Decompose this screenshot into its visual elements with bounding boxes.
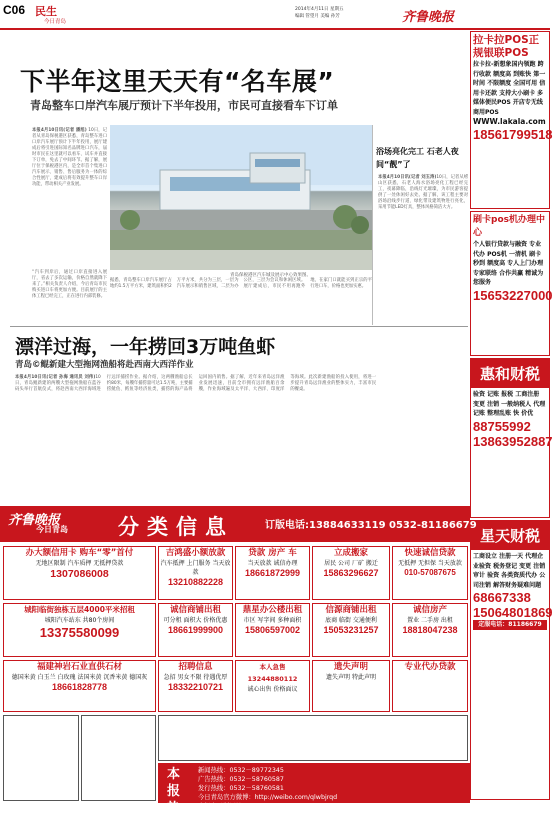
ad-huihe-title: 惠和财税 (471, 359, 549, 388)
side-article-body (378, 175, 468, 325)
classified-ad (3, 660, 156, 712)
classified-ad-text: 急招 男女不限 待遇优厚 (163, 674, 228, 681)
classified-ad-phone: 010-57087675 (404, 568, 456, 577)
section-title: 民生 (35, 5, 57, 18)
classified-ad-title: 贷款 房产 车 (248, 548, 297, 558)
article2-headline: 漂洋过海，一年捞回3万吨鱼虾 (15, 336, 276, 358)
ad-pos-title: 刷卡pos机办理中心 (473, 215, 545, 238)
classified-ad-title: 遗失声明 (333, 662, 368, 672)
classified-ad-phone: 15053231257 (323, 625, 379, 635)
header-editors: 编辑 管望月 美编 孙芳 (295, 14, 340, 19)
classified-ad-text: 当天放款 诚信办理 (247, 560, 298, 567)
classified-ad (392, 546, 468, 600)
ad-pos-body: 个人银行贷款与融资 专业代办 POS机 一清机 刷卡秒到 额度高 专人上门办理 专家联络 合作共赢 精诚为您服务 (473, 241, 544, 286)
classified-ad (3, 546, 156, 600)
ad-lakala (470, 31, 553, 209)
ad-pos-center (470, 211, 553, 356)
classified-ad-phone: 1307086008 (50, 568, 109, 580)
side-article-byline: 本报4月10日讯(记者 刘玉涛) (378, 175, 437, 180)
classified-ad-phone: 15863296627 (323, 568, 379, 578)
footer-weibo-link[interactable]: 今日青岛官方微博：http://weibo.com/qlwbjrqd (198, 794, 338, 801)
ad-xingtian-phone-1: 68667338 (473, 590, 531, 605)
classified-ad (158, 603, 233, 657)
header-date: 2014年4月11日 星期五 (295, 7, 344, 12)
classifieds-logo-sub: 今日青岛 (36, 525, 68, 534)
notice-box (3, 715, 79, 801)
ad-xingtian-line: 定服电话：81186679 (473, 620, 547, 630)
side-article-text: 10日，记者从崂山区获悉，石老人海水浴场亮化工程已经完工，夜幕降临，沿线灯光璀璨，为市民游客提供了一处休闲好去处。据了解，该工程主要对浴场沿线步行道、绿化带及建筑物进行亮化，采用节能LED灯具，整体风格简洁大方。 (378, 175, 468, 210)
lead-body-2: 据悉，青岛整车口岸汽车展厅占地约1.5万平方米，建筑面积约2万平方米，共分为三层，一层为汽车展示和销售区域，二层为办公区，三层为会议和休闲区域。展厅建成后，市民不用再跑外地，在家门口就能买到正宗的平行进口车，价格也更加实惠。 (110, 278, 372, 289)
classified-ad-title: 吉鸿盛小额放款 (165, 548, 226, 558)
footer-lines (198, 766, 337, 811)
footer-website-link[interactable]: 本报电子版网址：http://qingdao.qlwb.com.cn (198, 803, 335, 810)
footer-label: 本报热线 (167, 767, 181, 833)
classified-ad-title: 鼎星办公楼出租 (242, 605, 303, 615)
classified-ad-phone: 18661872999 (244, 568, 301, 578)
lead-body-3: “汽车到岸后，通过口岸直接进入展厅，省去了多次运输，价格自然就降下来了。”相关负责人介绍，今后青岛市民购买进口车将更加方便。目前展厅的主体工程已经完工，正在进行内部装修。 (32, 270, 107, 299)
classifieds-logo: 齐鲁晚报 (8, 513, 61, 528)
ad-pos-phone: 15653227000 (473, 287, 553, 303)
classified-ad-phone: 18661828778 (51, 682, 108, 692)
ad-lakala-web: WWW.lakala.com (473, 117, 546, 126)
classified-ad (158, 660, 233, 712)
classified-ad (235, 546, 310, 600)
lead-photo (110, 125, 372, 270)
classified-ad-text: 遗失声明 特此声明 (326, 674, 376, 681)
classified-ad-title: 招聘信息 (178, 662, 213, 672)
classified-ad-text: 城阳汽车站东 共80个房间 (44, 617, 115, 624)
footer-delivery-hotline: 发行热线：0532－58760581 (198, 785, 284, 792)
article2-text-1: 10日，青岛鲲新建的两艘大型拖网渔船在蓝谷码头举行首航仪式，将赴西南大西洋海域进行远洋捕捞作业。据介绍，这两艘渔船总长约80米，每艘年捕捞量可达1.5万吨，主要捕捞鱿鱼、鳕鱼等经济鱼类，捕捞的海产品将运回国内销售。 (15, 375, 231, 392)
classified-ad-text: 无抵押 无担保 当天放款 (398, 560, 462, 567)
classifieds-hotline: 订版电话:13884633119 0532-81186679 (265, 520, 477, 531)
classified-ad-phone: 18818047238 (402, 625, 458, 635)
classified-ad (3, 603, 156, 657)
classified-ad (235, 603, 310, 657)
lead-body-1: 10日，记者从青岛保税港区获悉，青岛整车进口口岸汽车展厅预计下半年投用，展厅建成后将引进国际知名品牌进口汽车，届时市民在这里就可以看车、试车并直接下订单，免去了中间环节。据了解，展厅位于保税港区内，是全市首个集进口汽车展示、销售、售后服务为一体的综合性展厅，建成后将有效提升整车口岸功能，带动相关产业发展。 (32, 128, 108, 187)
classified-ad-text: 置业 二手房 出租 (407, 617, 453, 624)
classified-ad (312, 546, 390, 600)
article2-body (15, 375, 468, 502)
classified-ad (312, 603, 390, 657)
classified-ad-phone: 13375580099 (39, 625, 120, 640)
expo-building-illustration (110, 125, 372, 270)
classified-ad-text: 居民 公司 厂矿 搬迁 (324, 560, 378, 567)
lead-photo-caption: 青岛保税港区汽车城及展示中心效果图。 (230, 273, 311, 278)
article2-byline: 本报4月10日讯(记者 孙海 通讯员 刘伟) (15, 375, 96, 380)
ad-huihe (470, 358, 553, 518)
ad-lakala-title: 拉卡拉POS正规银联POS (473, 34, 540, 59)
classified-ad-title: 快速诚信贷款 (404, 548, 456, 558)
classified-ad-phone: 13210882228 (167, 577, 224, 587)
lead-subheadline: 青岛整车口岸汽车展厅预计下半年投用，市民可直接看车下订单 (30, 99, 338, 112)
page-header (0, 0, 550, 30)
ad-xingtian-phone-2: 15064801869 (473, 605, 553, 620)
classified-ad-title: 诚信商铺出租 (169, 605, 221, 615)
classified-ad-text: 可分租 面积大 价格优惠 (163, 617, 228, 624)
classified-ad-text: 市区 写字间 多种面积 (243, 617, 302, 624)
classified-ad (158, 546, 233, 600)
notice-box (158, 715, 468, 761)
ad-xingtian-title: 星天财税 (471, 521, 549, 550)
classified-ad-phone: 18661999900 (167, 625, 224, 635)
ad-lakala-body: 拉卡拉-新想象国内领跑 跨行收款 额度高 到账快 第一时间 不限额度 全国可用 信用卡还款 支持大小刷卡 多媒体便民POS 开店专无线商用POS (473, 61, 546, 116)
lead-byline: 本报4月10日讯(记者 潘旭) (32, 128, 89, 133)
ad-huihe-phone-2: 13863952887 (473, 433, 553, 449)
ad-huihe-phone-1: 88755992 (473, 418, 531, 434)
header-meta (295, 6, 370, 20)
page-number: C06 (3, 3, 26, 17)
classified-ad (312, 660, 390, 712)
subsection-title: 今日青岛 (44, 19, 67, 25)
classified-ad-text: 诚心出售 价格面议 (247, 686, 298, 693)
classified-ad-title: 信源商铺出租 (325, 605, 377, 615)
side-article-headline: 浴场亮化完工 石老人夜间“靓”了 (376, 147, 459, 169)
footer-news-hotline: 新闻热线：0532－89772345 (198, 767, 284, 774)
classified-ad-title: 城阳临街独栋五层4000平米招租 (24, 605, 135, 614)
classified-ad-title: 诚信房产 (412, 605, 447, 615)
classified-ad-text: 底商 临街 交通便利 (325, 617, 377, 624)
classified-ad-title: 专业代办贷款 (404, 662, 456, 672)
classified-ad-title: 本人急售13244880112 (247, 663, 298, 683)
ads-column (470, 31, 553, 803)
ad-lakala-phone: 18561799518 (473, 126, 553, 142)
ad-xingtian-body: 工商设立 注册一天 代理企业验资 税务登记 变更 注销 审计 验资 各类资质代办 公司注销 解答财务疑难问题 (473, 553, 546, 589)
classified-ad-text: 德国米黄 白玉兰 白玫瑰 法国米黄 沉香米黄 德国灰 (11, 674, 148, 681)
classified-ad (392, 660, 468, 712)
ad-huihe-body: 验资 记账 报税 工商注册 变更 注销 一般纳税人 代理记账 整理乱账 快 价优 (473, 391, 546, 417)
article2-subheadline: 青岛©鲲新建大型拖网渔船将赴西南大西洋作业 (15, 360, 194, 370)
lead-column-1 (32, 128, 107, 268)
paper-logo: 齐鲁晚报 (402, 10, 455, 25)
ad-xingtian (470, 520, 553, 800)
classified-ad (392, 603, 468, 657)
classified-ad-text: 汽车抵押 上门服务 当天放款 (160, 560, 231, 576)
classified-ad-text: 无地区限制 汽车质押 无抵押贷款 (35, 560, 124, 567)
lead-columns-lower (110, 278, 372, 328)
classified-ad-phone: 15806597002 (244, 625, 301, 635)
lead-headline: 下半年这里天天有“名车展” (20, 67, 335, 96)
section-rule (10, 326, 468, 327)
classified-ad (235, 660, 310, 712)
classifieds-title: 分类信息 (118, 515, 234, 539)
notice-box (81, 715, 156, 801)
lead-column-1b (32, 270, 107, 320)
article2-text-2: 据了解，近年来青岛远洋渔业发展迅速，目前全市拥有远洋渔船百余艘，作业海域遍及太平洋、大西洋、印度洋等海域。此次新建渔船的投入使用，将进一步提升青岛远洋渔业的整体实力，丰富市民的餐桌。 (198, 375, 377, 392)
footer-ad-hotline: 广告热线：0532－58760587 (198, 776, 284, 783)
classified-ad-title: 办大额信用卡 购车“零”首付 (25, 548, 134, 558)
column-divider (372, 125, 373, 325)
classified-ad-phone: 18332210721 (167, 682, 224, 692)
classified-ad-title: 福建神岩石业直供石材 (36, 662, 122, 672)
classified-ad-title: 立成搬家 (333, 548, 368, 558)
